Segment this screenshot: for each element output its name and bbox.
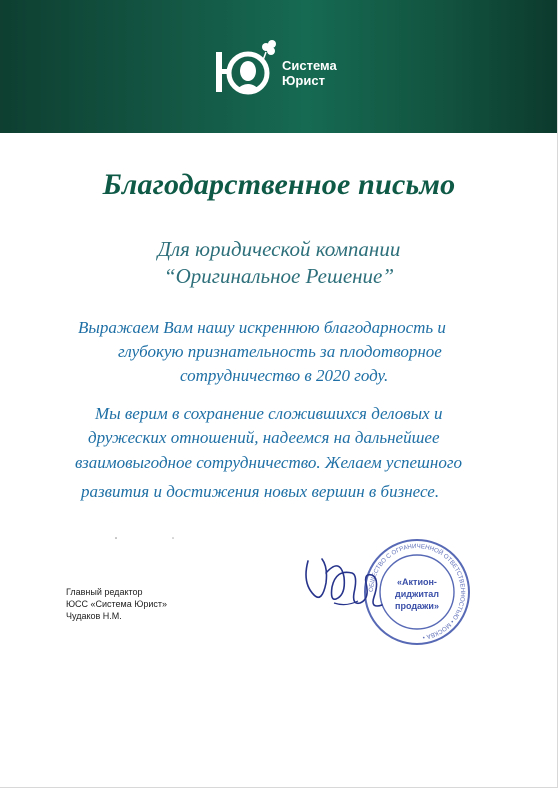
brand-logo [216,38,337,98]
brand-name [282,58,337,88]
signer-position: Главный редактор [66,587,143,597]
stamp-center-line-1: «Актион- [397,577,437,587]
signer-name: Чудаков Н.М. [66,611,122,621]
brand-line-1: Система [282,58,337,73]
recipient-line-1: Для юридической компании [157,237,401,261]
signer-organization: ЮСС «Система Юрист» [66,599,167,609]
brand-line-2: Юрист [282,73,325,88]
paragraph-1-line-3: сотрудничество в 2020 году. [180,366,389,385]
portrait-icon [216,38,278,98]
recipient-company: “Оригинальное Решение” [163,264,395,288]
paragraph-1-line-2: глубокую признательность за плодотворное [118,342,442,361]
stamp-center-line-2: диджитал [394,589,440,599]
paragraph-1-line-1: Выражаем Вам нашу искреннюю благодарность и [78,318,446,337]
paragraph-2-line-1: Мы верим в сохранение сложившихся деловых и [95,404,443,423]
scan-specks [113,536,183,540]
signer-block [66,586,167,622]
stamp-center-line-3: продажи» [395,601,439,611]
stamp-ring-text: ОБЩЕСТВО С ОГРАНИЧЕННОЙ ОТВЕТСТВЕННОСТЬЮ • МОСКВА • [367,542,467,641]
letter-title: Благодарственное письмо [102,168,456,201]
paragraph-2-line-2: дружеских отношений, надеемся на дальнейшее [88,428,440,447]
paragraph-2-line-4: развития и достижения новых вершин в бизнесе. [81,482,440,501]
paragraph-2-line-3: взаимовыгодное сотрудничество. Желаем успешного [75,453,462,472]
header-banner [0,0,557,133]
logo-mark [216,38,278,98]
handwritten-signature [300,543,400,623]
